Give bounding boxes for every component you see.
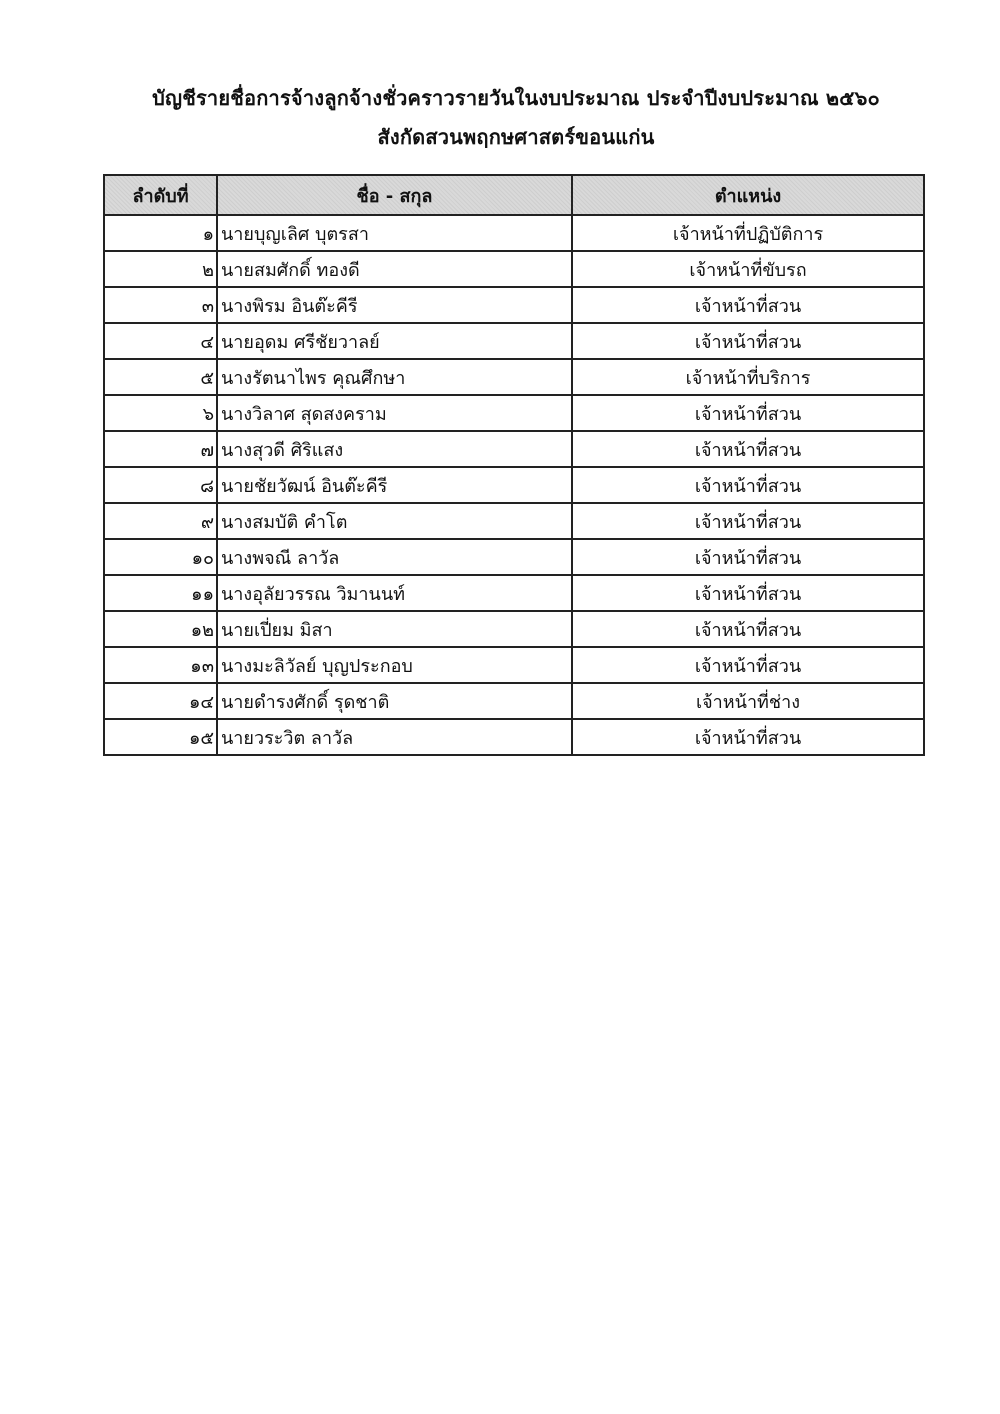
row-position: เจ้าหน้าที่สวน [572,323,924,359]
table-row [104,323,924,359]
row-number: ๖ [104,395,217,431]
row-position: เจ้าหน้าที่บริการ [572,359,924,395]
row-name: นายเปี่ยม มิสา [217,611,572,647]
row-position: เจ้าหน้าที่สวน [572,539,924,575]
table-row [104,683,924,719]
row-position: เจ้าหน้าที่สวน [572,431,924,467]
row-name: นางพจณี ลาวัล [217,539,572,575]
row-number: ๑๔ [104,683,217,719]
table-row [104,395,924,431]
document-title: บัญชีรายชื่อการจ้างลูกจ้างชั่วคราวรายวันในงบประมาณ ประจำปีงบประมาณ ๒๕๖๐ [152,86,880,110]
row-name: นางสุวดี ศิริแสง [217,431,572,467]
row-name: นางรัตนาไพร คุณศึกษา [217,359,572,395]
column-header-name: ชื่อ - สกุล [217,175,572,215]
row-position: เจ้าหน้าที่ปฏิบัติการ [572,215,924,251]
row-position: เจ้าหน้าที่สวน [572,395,924,431]
row-position: เจ้าหน้าที่ขับรถ [572,251,924,287]
table-row [104,719,924,755]
row-number: ๑๓ [104,647,217,683]
table-row [104,251,924,287]
row-position: เจ้าหน้าที่สวน [572,467,924,503]
row-number: ๕ [104,359,217,395]
row-number: ๘ [104,467,217,503]
row-name: นางมะลิวัลย์ บุญประกอบ [217,647,572,683]
row-position: เจ้าหน้าที่สวน [572,647,924,683]
row-name: นางอุลัยวรรณ วิมานนท์ [217,575,572,611]
table-row [104,431,924,467]
table-row [104,287,924,323]
row-position: เจ้าหน้าที่สวน [572,503,924,539]
row-number: ๔ [104,323,217,359]
row-position: เจ้าหน้าที่ช่าง [572,683,924,719]
table-row [104,611,924,647]
row-position: เจ้าหน้าที่สวน [572,575,924,611]
row-name: นายอุดม ศรีชัยวาลย์ [217,323,572,359]
row-name: นายสมศักดิ์ ทองดี [217,251,572,287]
table-row [104,647,924,683]
table-row [104,575,924,611]
row-number: ๓ [104,287,217,323]
table-row [104,467,924,503]
document-subtitle: สังกัดสวนพฤกษศาสตร์ขอนแก่น [377,125,655,149]
row-name: นายดำรงศักดิ์ รุดชาติ [217,683,572,719]
table-row [104,539,924,575]
row-name: นางสมบัติ คำโต [217,503,572,539]
table-row [104,215,924,251]
row-position: เจ้าหน้าที่สวน [572,719,924,755]
row-name: นางพิรม อินต๊ะคีรี [217,287,572,323]
row-name: นายชัยวัฒน์ อินต๊ะคีรี [217,467,572,503]
column-header-number: ลำดับที่ [104,175,217,215]
table-header-row [104,175,924,215]
row-position: เจ้าหน้าที่สวน [572,611,924,647]
row-position: เจ้าหน้าที่สวน [572,287,924,323]
row-number: ๑๑ [104,575,217,611]
row-name: นายบุญเลิศ บุตรสา [217,215,572,251]
table-row [104,359,924,395]
row-number: ๗ [104,431,217,467]
row-number: ๑๒ [104,611,217,647]
row-number: ๑๕ [104,719,217,755]
row-name: นายวระวิต ลาวัล [217,719,572,755]
row-number: ๙ [104,503,217,539]
row-number: ๒ [104,251,217,287]
employee-table [103,174,925,756]
row-name: นางวิลาศ สุดสงคราม [217,395,572,431]
row-number: ๑ [104,215,217,251]
table-row [104,503,924,539]
column-header-position: ตำแหน่ง [572,175,924,215]
row-number: ๑๐ [104,539,217,575]
